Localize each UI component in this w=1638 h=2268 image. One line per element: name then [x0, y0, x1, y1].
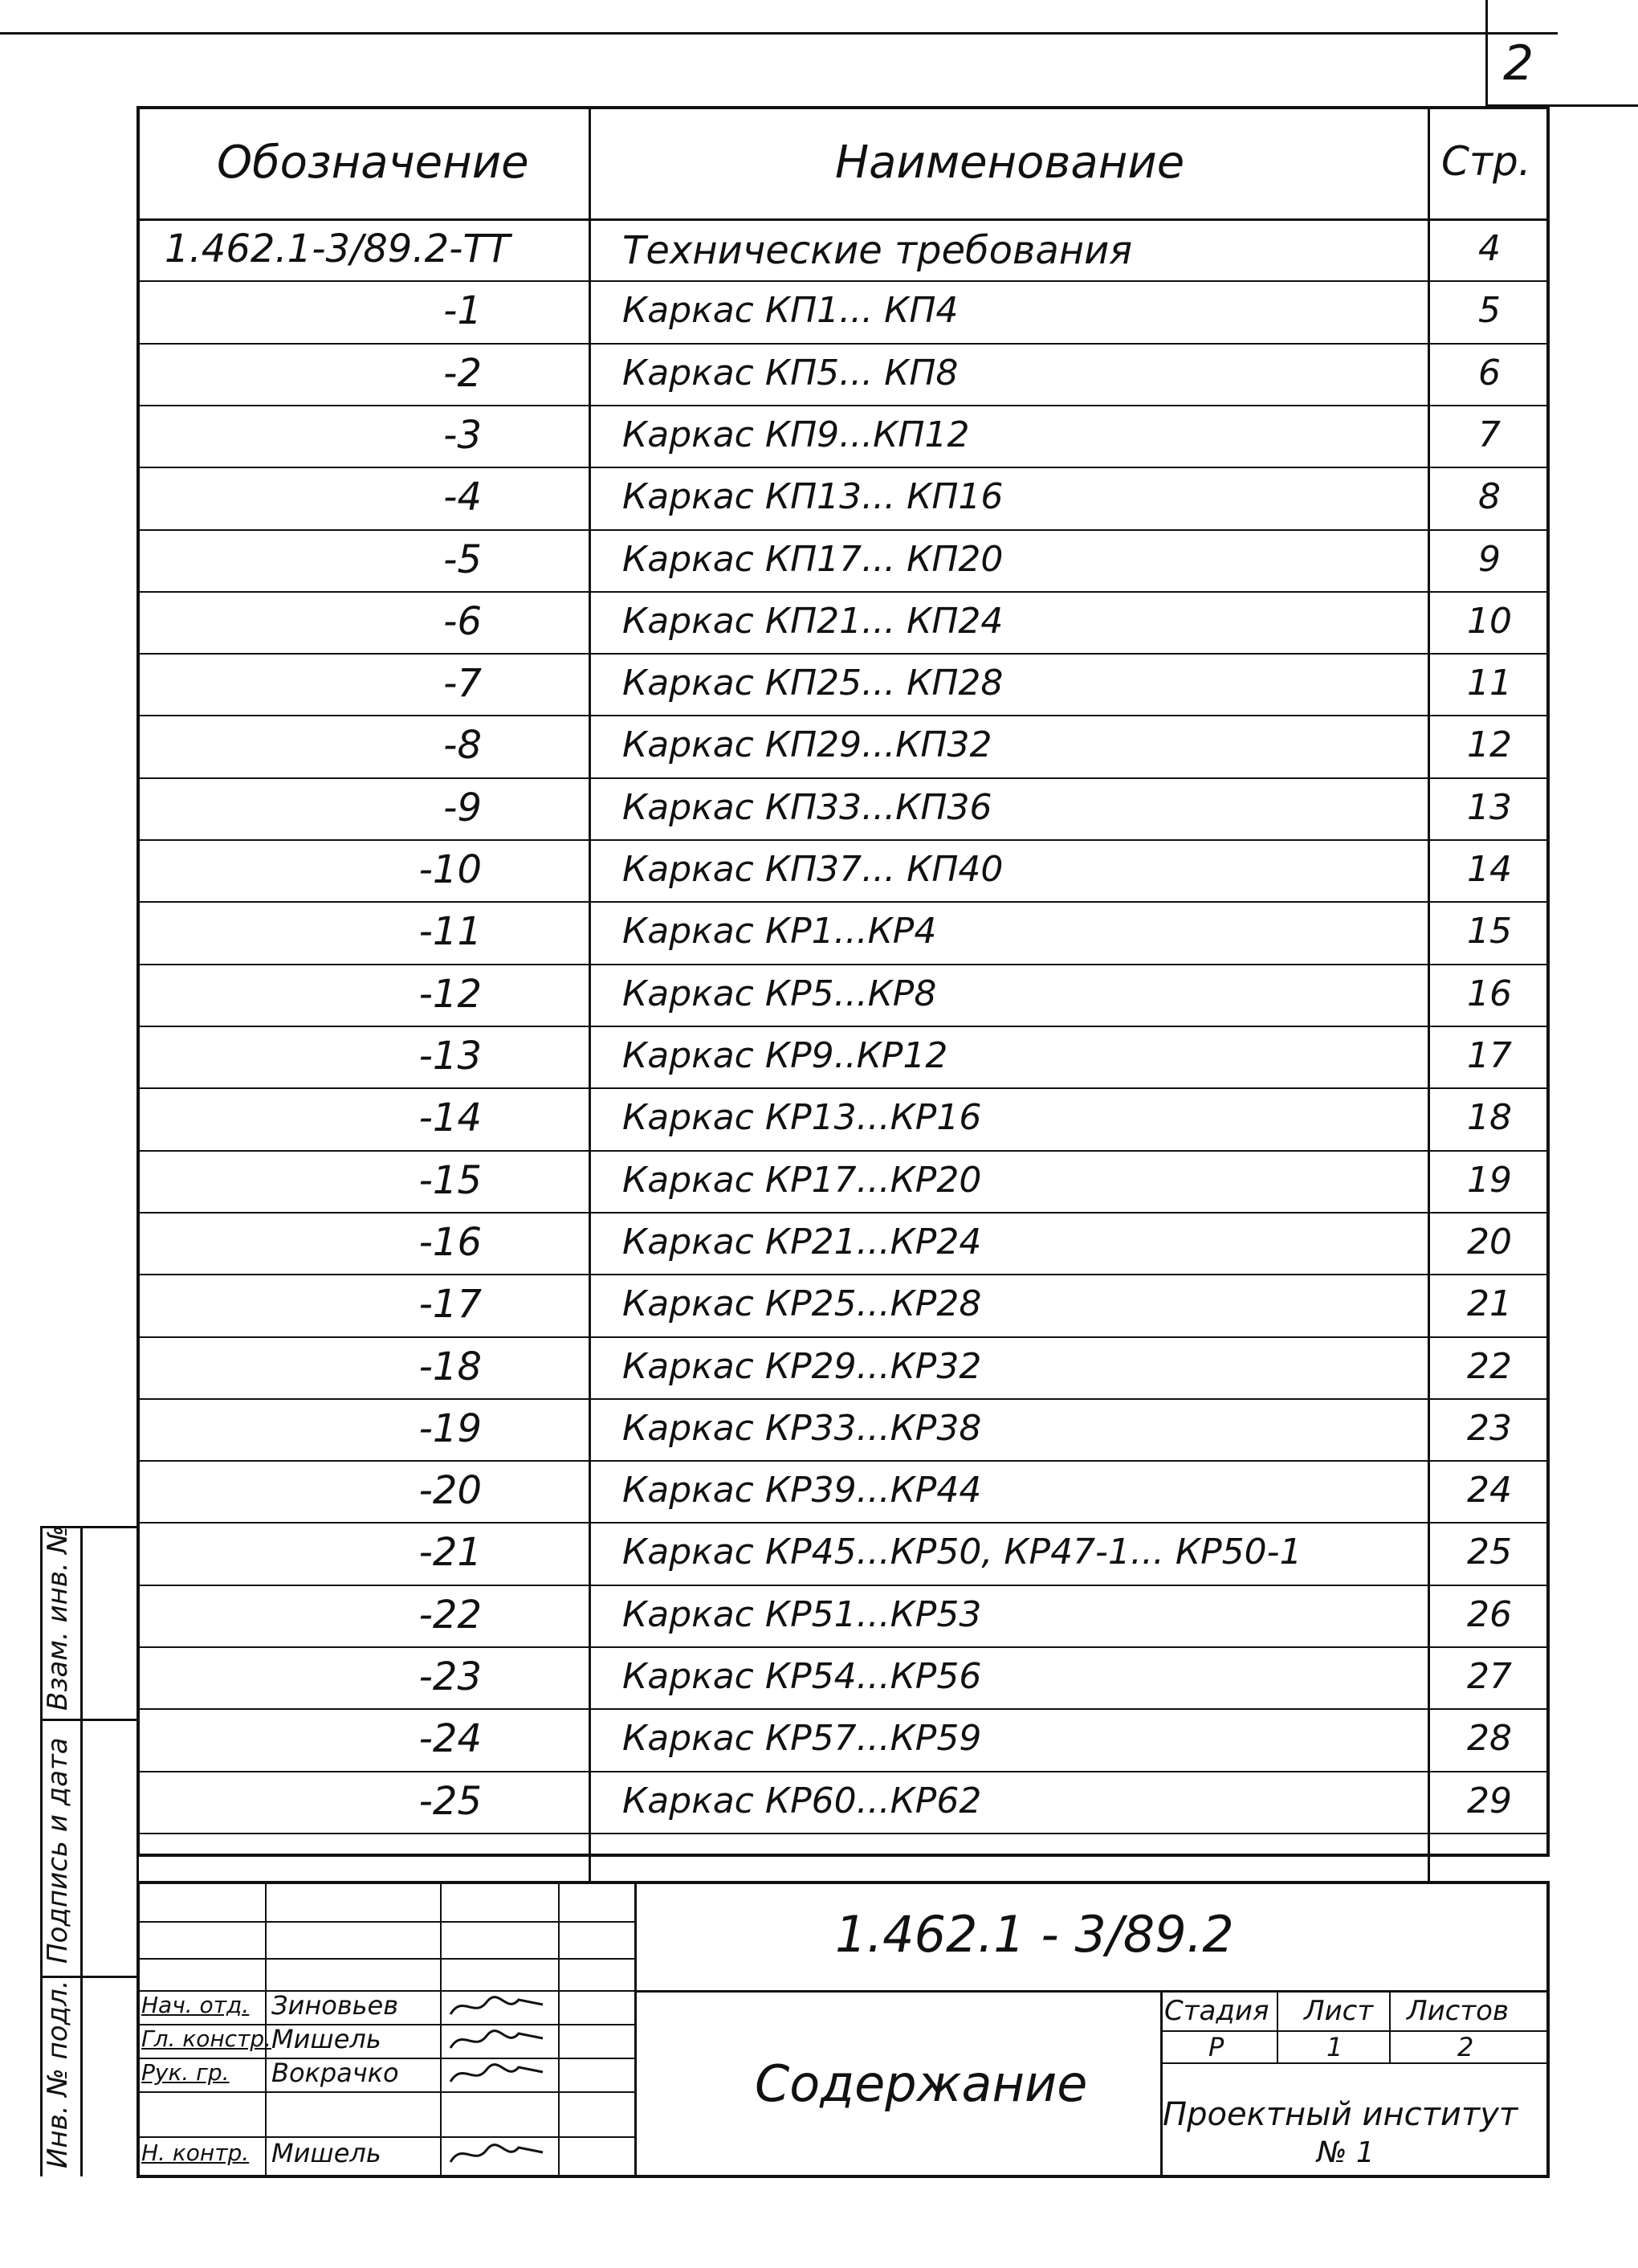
row-name: Каркас КР21...КР24 — [622, 1221, 982, 1262]
row-page: 7 — [1478, 414, 1501, 455]
row-name: Каркас КР39...КР44 — [622, 1470, 982, 1511]
person-role: Гл. констр. — [141, 2025, 272, 2052]
side-stamp-inv-podl: Инв. № подл. — [42, 1980, 74, 2168]
row-name: Каркас КП9...КП12 — [622, 414, 970, 455]
header-designation: Обозначение — [217, 137, 529, 189]
row-designation: -20 — [418, 1468, 482, 1514]
title-block-right-divider — [1160, 1990, 1163, 2178]
row-page: 4 — [1478, 228, 1501, 269]
row-page: 22 — [1467, 1345, 1512, 1387]
col-divider-page — [1428, 106, 1430, 1881]
row-designation: -2 — [443, 350, 482, 396]
row-rule — [136, 1460, 1550, 1462]
row-designation: -18 — [418, 1344, 482, 1389]
person-name: Вокрачко — [271, 2058, 399, 2088]
row-page: 10 — [1467, 600, 1512, 642]
sheets-value: 2 — [1457, 2032, 1474, 2062]
row-name: Каркас КП29...КП32 — [622, 724, 992, 766]
header-bottom-rule — [136, 218, 1550, 221]
row-designation: -16 — [418, 1219, 482, 1265]
row-designation: -10 — [418, 847, 482, 893]
document-title: Содержание — [755, 2054, 1088, 2113]
row-name: Каркас КР51...КР53 — [622, 1593, 982, 1635]
row-name: Каркас КР33...КР38 — [622, 1407, 982, 1449]
row-rule — [136, 1585, 1550, 1586]
row-name: Каркас КР25...КР28 — [622, 1283, 982, 1325]
row-rule — [136, 1708, 1550, 1710]
header-name: Наименование — [835, 137, 1185, 189]
row-name: Каркас КР9..КР12 — [622, 1035, 948, 1076]
tb-grid-h2 — [136, 1958, 634, 1960]
stage-divider-1 — [1277, 1990, 1278, 2062]
row-page: 25 — [1467, 1532, 1512, 1573]
signature-icon — [446, 2058, 551, 2090]
sheet-number-divider — [1485, 0, 1488, 106]
signature-icon — [446, 1990, 551, 2022]
row-designation: -21 — [418, 1530, 482, 1576]
row-designation: -13 — [418, 1034, 482, 1079]
row-designation: -19 — [418, 1405, 482, 1451]
row-designation: -7 — [443, 661, 482, 707]
row-name: Каркас КР45...КР50, КР47-1... КР50-1 — [622, 1532, 1302, 1573]
tb-grid-h1 — [136, 1921, 634, 1923]
row-designation: -15 — [418, 1157, 482, 1203]
side-stamp-rule-2 — [40, 1976, 136, 1978]
row-page: 13 — [1467, 786, 1512, 828]
row-name: Каркас КП13... КП16 — [622, 476, 1004, 518]
col-divider-designation — [589, 106, 591, 1881]
row-designation: -4 — [443, 475, 482, 520]
row-rule — [136, 1522, 1550, 1524]
stage-label: Стадия — [1164, 1995, 1269, 2027]
row-name: Каркас КР13...КР16 — [622, 1097, 982, 1139]
row-page: 15 — [1467, 911, 1512, 952]
side-stamp-vzam: Взам. инв. № — [42, 1525, 74, 1711]
row-page: 12 — [1467, 724, 1512, 766]
header-page: Стр. — [1441, 138, 1531, 185]
row-page: 5 — [1478, 290, 1501, 332]
row-name: Каркас КР1...КР4 — [622, 911, 937, 952]
tb-grid-h6 — [136, 2091, 634, 2093]
person-name: Мишель — [271, 2024, 381, 2054]
row-page: 19 — [1467, 1159, 1512, 1201]
row-rule — [136, 405, 1550, 406]
row-page: 18 — [1467, 1097, 1512, 1139]
row-page: 14 — [1467, 849, 1512, 891]
row-designation: -24 — [418, 1716, 482, 1762]
signature-icon — [446, 2024, 551, 2056]
row-name: Каркас КП17... КП20 — [622, 538, 1004, 580]
organization-number: № 1 — [1317, 2136, 1375, 2169]
row-page: 23 — [1467, 1407, 1512, 1449]
person-name: Мишель — [271, 2138, 381, 2168]
row-page: 28 — [1467, 1718, 1512, 1760]
tb-grid-h7 — [136, 2136, 634, 2138]
row-designation: 1.462.1-3/89.2-ТТ — [165, 226, 511, 271]
side-stamp-podpis: Подпись и дата — [42, 1737, 74, 1964]
tb-grid-v3 — [558, 1881, 560, 2178]
row-rule — [136, 715, 1550, 716]
side-stamp-rule-1 — [40, 1719, 136, 1721]
person-role: Нач. отд. — [141, 1992, 250, 2018]
row-rule — [136, 343, 1550, 345]
sheet-label: Лист — [1304, 1995, 1374, 2027]
sheet-value: 1 — [1326, 2032, 1343, 2062]
row-name: Каркас КР60...КР62 — [622, 1780, 982, 1821]
sheet-number: 2 — [1503, 35, 1534, 92]
row-name: Каркас КР54...КР56 — [622, 1656, 982, 1698]
row-rule — [136, 1026, 1550, 1027]
row-name: Каркас КР17...КР20 — [622, 1159, 982, 1201]
row-rule — [136, 901, 1550, 903]
title-block-main-divider — [634, 1881, 637, 2178]
row-rule — [136, 1646, 1550, 1648]
row-name: Каркас КП33...КП36 — [622, 786, 992, 828]
row-rule — [136, 1336, 1550, 1338]
row-name: Каркас КР5...КР8 — [622, 973, 937, 1014]
row-designation: -6 — [443, 598, 482, 644]
row-rule — [136, 777, 1550, 779]
person-role: Н. контр. — [141, 2140, 250, 2166]
stage-value: Р — [1208, 2032, 1224, 2062]
row-designation: -17 — [418, 1282, 482, 1328]
row-designation: -23 — [418, 1654, 482, 1700]
top-rule — [0, 32, 1558, 35]
row-name: Каркас КП25... КП28 — [622, 663, 1004, 704]
title-block-code-rule — [634, 1990, 1550, 1993]
row-designation: -3 — [443, 412, 482, 458]
row-designation: -11 — [418, 909, 482, 955]
row-name: Каркас КП1... КП4 — [622, 290, 959, 332]
row-rule — [136, 280, 1550, 282]
row-designation: -8 — [443, 723, 482, 769]
person-role: Рук. гр. — [141, 2059, 230, 2086]
person-name: Зиновьев — [271, 1990, 399, 2021]
row-page: 27 — [1467, 1656, 1512, 1698]
row-designation: -9 — [443, 785, 482, 830]
row-page: 29 — [1467, 1780, 1512, 1821]
row-page: 6 — [1478, 352, 1501, 394]
row-rule — [136, 467, 1550, 468]
row-rule — [136, 1212, 1550, 1214]
row-rule — [136, 1274, 1550, 1275]
row-name: Каркас КП21... КП24 — [622, 600, 1004, 642]
row-rule — [136, 1833, 1550, 1834]
row-name: Каркас КР29...КР32 — [622, 1345, 982, 1387]
row-rule — [136, 964, 1550, 965]
doc-code: 1.462.1 - 3/89.2 — [835, 1905, 1234, 1964]
sheets-label: Листов — [1407, 1995, 1510, 2027]
row-page: 17 — [1467, 1035, 1512, 1076]
side-stamp-outer-line — [80, 1526, 83, 2176]
row-name: Каркас КР57...КР59 — [622, 1718, 982, 1760]
row-page: 20 — [1467, 1221, 1512, 1262]
row-rule — [136, 1150, 1550, 1152]
row-page: 24 — [1467, 1470, 1512, 1511]
row-designation: -14 — [418, 1095, 482, 1141]
row-page: 21 — [1467, 1283, 1512, 1325]
row-name: Каркас КП37... КП40 — [622, 849, 1004, 891]
row-name: Каркас КП5... КП8 — [622, 352, 959, 394]
tb-grid-v2 — [440, 1881, 442, 2178]
stage-values-rule — [1160, 2062, 1550, 2064]
row-designation: -25 — [418, 1778, 482, 1824]
row-rule — [136, 653, 1550, 655]
row-designation: -12 — [418, 971, 482, 1017]
row-designation: -22 — [418, 1592, 482, 1638]
stage-divider-2 — [1389, 1990, 1391, 2062]
row-designation: -5 — [443, 536, 482, 582]
row-page: 9 — [1478, 538, 1501, 580]
row-page: 11 — [1467, 663, 1512, 704]
row-page: 8 — [1478, 476, 1501, 518]
row-name: Технические требования — [622, 228, 1133, 273]
row-rule — [136, 1398, 1550, 1400]
row-rule — [136, 1087, 1550, 1089]
row-rule — [136, 529, 1550, 531]
signature-icon — [446, 2138, 551, 2170]
row-page: 16 — [1467, 973, 1512, 1014]
organization-name: Проектный институт — [1163, 2096, 1518, 2133]
row-page: 26 — [1467, 1593, 1512, 1635]
row-rule — [136, 839, 1550, 841]
row-designation: -1 — [443, 288, 482, 334]
row-rule — [136, 591, 1550, 593]
row-rule — [136, 1771, 1550, 1772]
